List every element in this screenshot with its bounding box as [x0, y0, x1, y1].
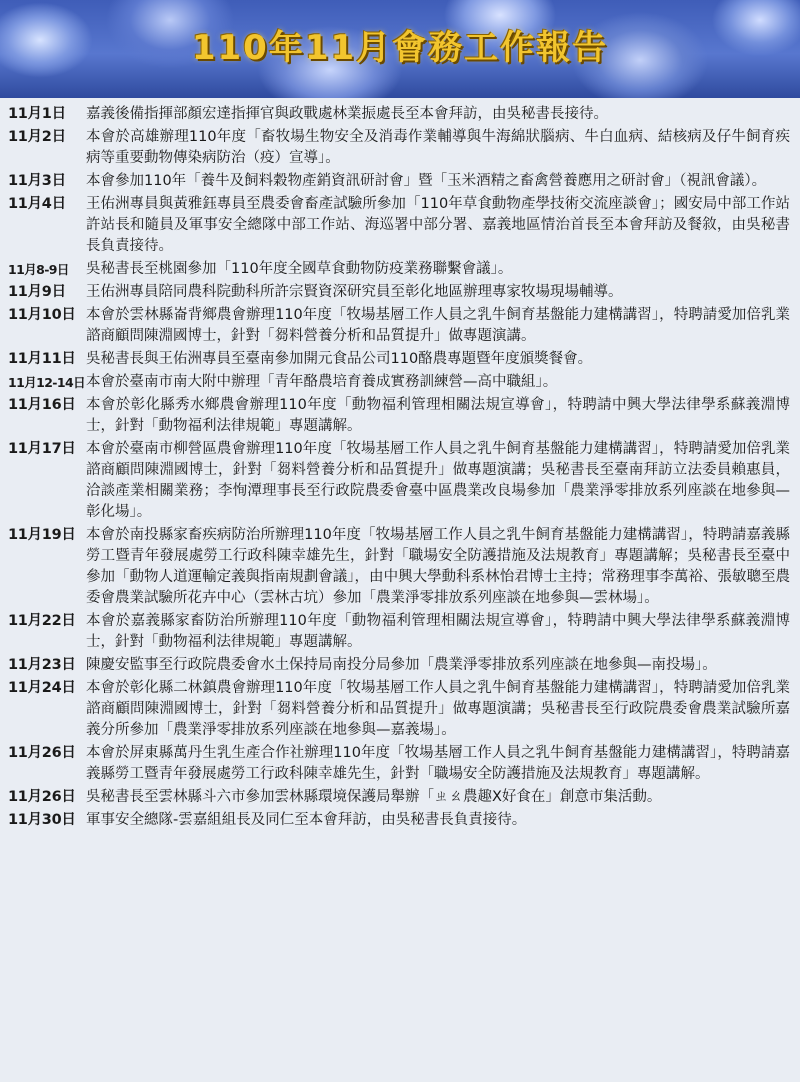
entry-date: 11月12-14日 [8, 375, 85, 390]
entry-text: 本會於臺南市南大附中辦理「青年酪農培育養成實務訓練營—高中職組」。 [86, 374, 558, 390]
entry-text: 王佑洲專員陪同農科院動科所許宗賢資深研究員至彰化地區辦理專家牧場現場輔導。 [86, 284, 623, 300]
report-entry [8, 259, 790, 280]
entry-date: 11月9日 [8, 284, 66, 300]
report-list [8, 104, 790, 831]
report-entry [8, 611, 790, 653]
entry-date: 11月24日 [8, 680, 76, 696]
entry-date: 11月10日 [8, 307, 76, 323]
report-entry [8, 305, 790, 347]
entry-text: 軍事安全總隊-雲嘉組組長及同仁至本會拜訪，由吳秘書長負責接待。 [86, 812, 527, 828]
report-entry [8, 655, 790, 676]
report-entry [8, 787, 790, 808]
report-entry [8, 349, 790, 370]
report-entry [8, 104, 790, 125]
entry-date: 11月2日 [8, 129, 66, 145]
entry-date: 11月19日 [8, 527, 76, 543]
report-entry [8, 372, 790, 393]
entry-date: 11月8-9日 [8, 262, 69, 277]
entry-date: 11月3日 [8, 173, 66, 189]
report-entry [8, 127, 790, 169]
report-entry [8, 282, 790, 303]
entry-text: 吳秘書長至桃園參加「110年度全國草食動物防疫業務聯繫會議」。 [86, 261, 513, 277]
report-entry [8, 810, 790, 831]
entry-text: 陳慶安監事至行政院農委會水土保持局南投分局參加「農業淨零排放系列座談在地參與—南投場」。 [86, 657, 717, 673]
entry-date: 11月16日 [8, 397, 76, 413]
report-entry [8, 525, 790, 609]
entry-date: 11月1日 [8, 106, 66, 122]
entry-text: 本會參加110年「養牛及飼料穀物產銷資訊研討會」暨「玉米酒精之畜禽營養應用之研討會」（視訊會議）。 [86, 173, 767, 189]
report-entry [8, 171, 790, 192]
entry-text: 王佑洲專員與黃雅鈺專員至農委會畜產試驗所參加「110年草食動物產學技術交流座談會」；國安局中部工作站許站長和隨員及軍事安全總隊中部工作站、海巡署中部分署、嘉義地區情治首長至本會拜訪及餐敘，由吳秘書長負責接待。 [86, 196, 790, 254]
entry-text: 本會於嘉義縣家畜防治所辦理110年度「動物福利管理相關法規宣導會」，特聘請中興大學法律學系蘇義淵博士，針對「動物福利法律規範」專題講解。 [86, 613, 790, 650]
entry-date: 11月30日 [8, 812, 76, 828]
report-entry [8, 678, 790, 741]
entry-text: 吳秘書長至雲林縣斗六市參加雲林縣環境保護局舉辦「ㄓㄠ農趣X好食在」創意市集活動。 [86, 789, 662, 805]
report-entry [8, 194, 790, 257]
entry-date: 11月22日 [8, 613, 76, 629]
entry-text: 本會於屏東縣萬丹生乳生產合作社辦理110年度「牧場基層工作人員之乳牛飼育基盤能力建構講習」，特聘請嘉義縣勞工暨青年發展處勞工行政科陳幸雄先生，針對「職場安全防護措施及法規教育」專題講解。 [86, 745, 790, 782]
entry-date: 11月11日 [8, 351, 76, 367]
entry-text: 嘉義後備指揮部顏宏達指揮官與政戰處林業振處長至本會拜訪，由吳秘書長接待。 [86, 106, 608, 122]
entry-text: 本會於彰化縣秀水鄉農會辦理110年度「動物福利管理相關法規宣導會」，特聘請中興大學法律學系蘇義淵博士，針對「動物福利法律規範」專題講解。 [86, 397, 790, 434]
page-title: 110年11月會務工作報告 [191, 28, 609, 68]
entry-date: 11月17日 [8, 441, 76, 457]
report-entry [8, 395, 790, 437]
entry-text: 本會於雲林縣崙背鄉農會辦理110年度「牧場基層工作人員之乳牛飼育基盤能力建構講習」，特聘請愛加倍乳業諮商顧問陳淵國博士，針對「芻料營養分析和品質提升」做專題演講。 [86, 307, 790, 344]
entry-text: 本會於臺南市柳營區農會辦理110年度「牧場基層工作人員之乳牛飼育基盤能力建構講習」，特聘請愛加倍乳業諮商顧問陳淵國博士，針對「芻料營養分析和品質提升」做專題演講；吳秘書長至臺南拜訪立法委員賴惠員，洽談產業相關業務；李恂潭理事長至行政院農委會臺中區農業改良場參加「農業淨零排放系列座談在地參與—彰化場」。 [86, 441, 790, 520]
header-banner [0, 0, 800, 98]
entry-date: 11月23日 [8, 657, 76, 673]
report-entry [8, 743, 790, 785]
report-entry [8, 439, 790, 523]
entry-text: 本會於彰化縣二林鎮農會辦理110年度「牧場基層工作人員之乳牛飼育基盤能力建構講習」，特聘請愛加倍乳業諮商顧問陳淵國博士，針對「芻料營養分析和品質提升」做專題演講；吳秘書長至行政院農委會農業試驗所嘉義分所參加「農業淨零排放系列座談在地參與—嘉義場」。 [86, 680, 790, 738]
entry-date: 11月26日 [8, 789, 76, 805]
entry-text: 本會於高雄辦理110年度「畜牧場生物安全及消毒作業輔導與牛海綿狀腦病、牛白血病、結核病及仔牛飼育疾病等重要動物傳染病防治（疫）宣導」。 [86, 129, 790, 166]
entry-date: 11月26日 [8, 745, 76, 761]
entry-text: 吳秘書長與王佑洲專員至臺南參加開元食品公司110酪農專題暨年度頒獎餐會。 [86, 351, 593, 367]
entry-text: 本會於南投縣家畜疾病防治所辦理110年度「牧場基層工作人員之乳牛飼育基盤能力建構講習」，特聘請嘉義縣勞工暨青年發展處勞工行政科陳幸雄先生，針對「職場安全防護措施及法規教育」專題講解；吳秘書長至臺中參加「動物人道運輸定義與指南規劃會議」，由中興大學動科系林怡君博士主持；常務理事李萬裕、張敏聰至農委會農業試驗所花卉中心（雲林古坑）參加「農業淨零排放系列座談在地參與—雲林場」。 [86, 527, 790, 606]
entry-date: 11月4日 [8, 196, 66, 212]
